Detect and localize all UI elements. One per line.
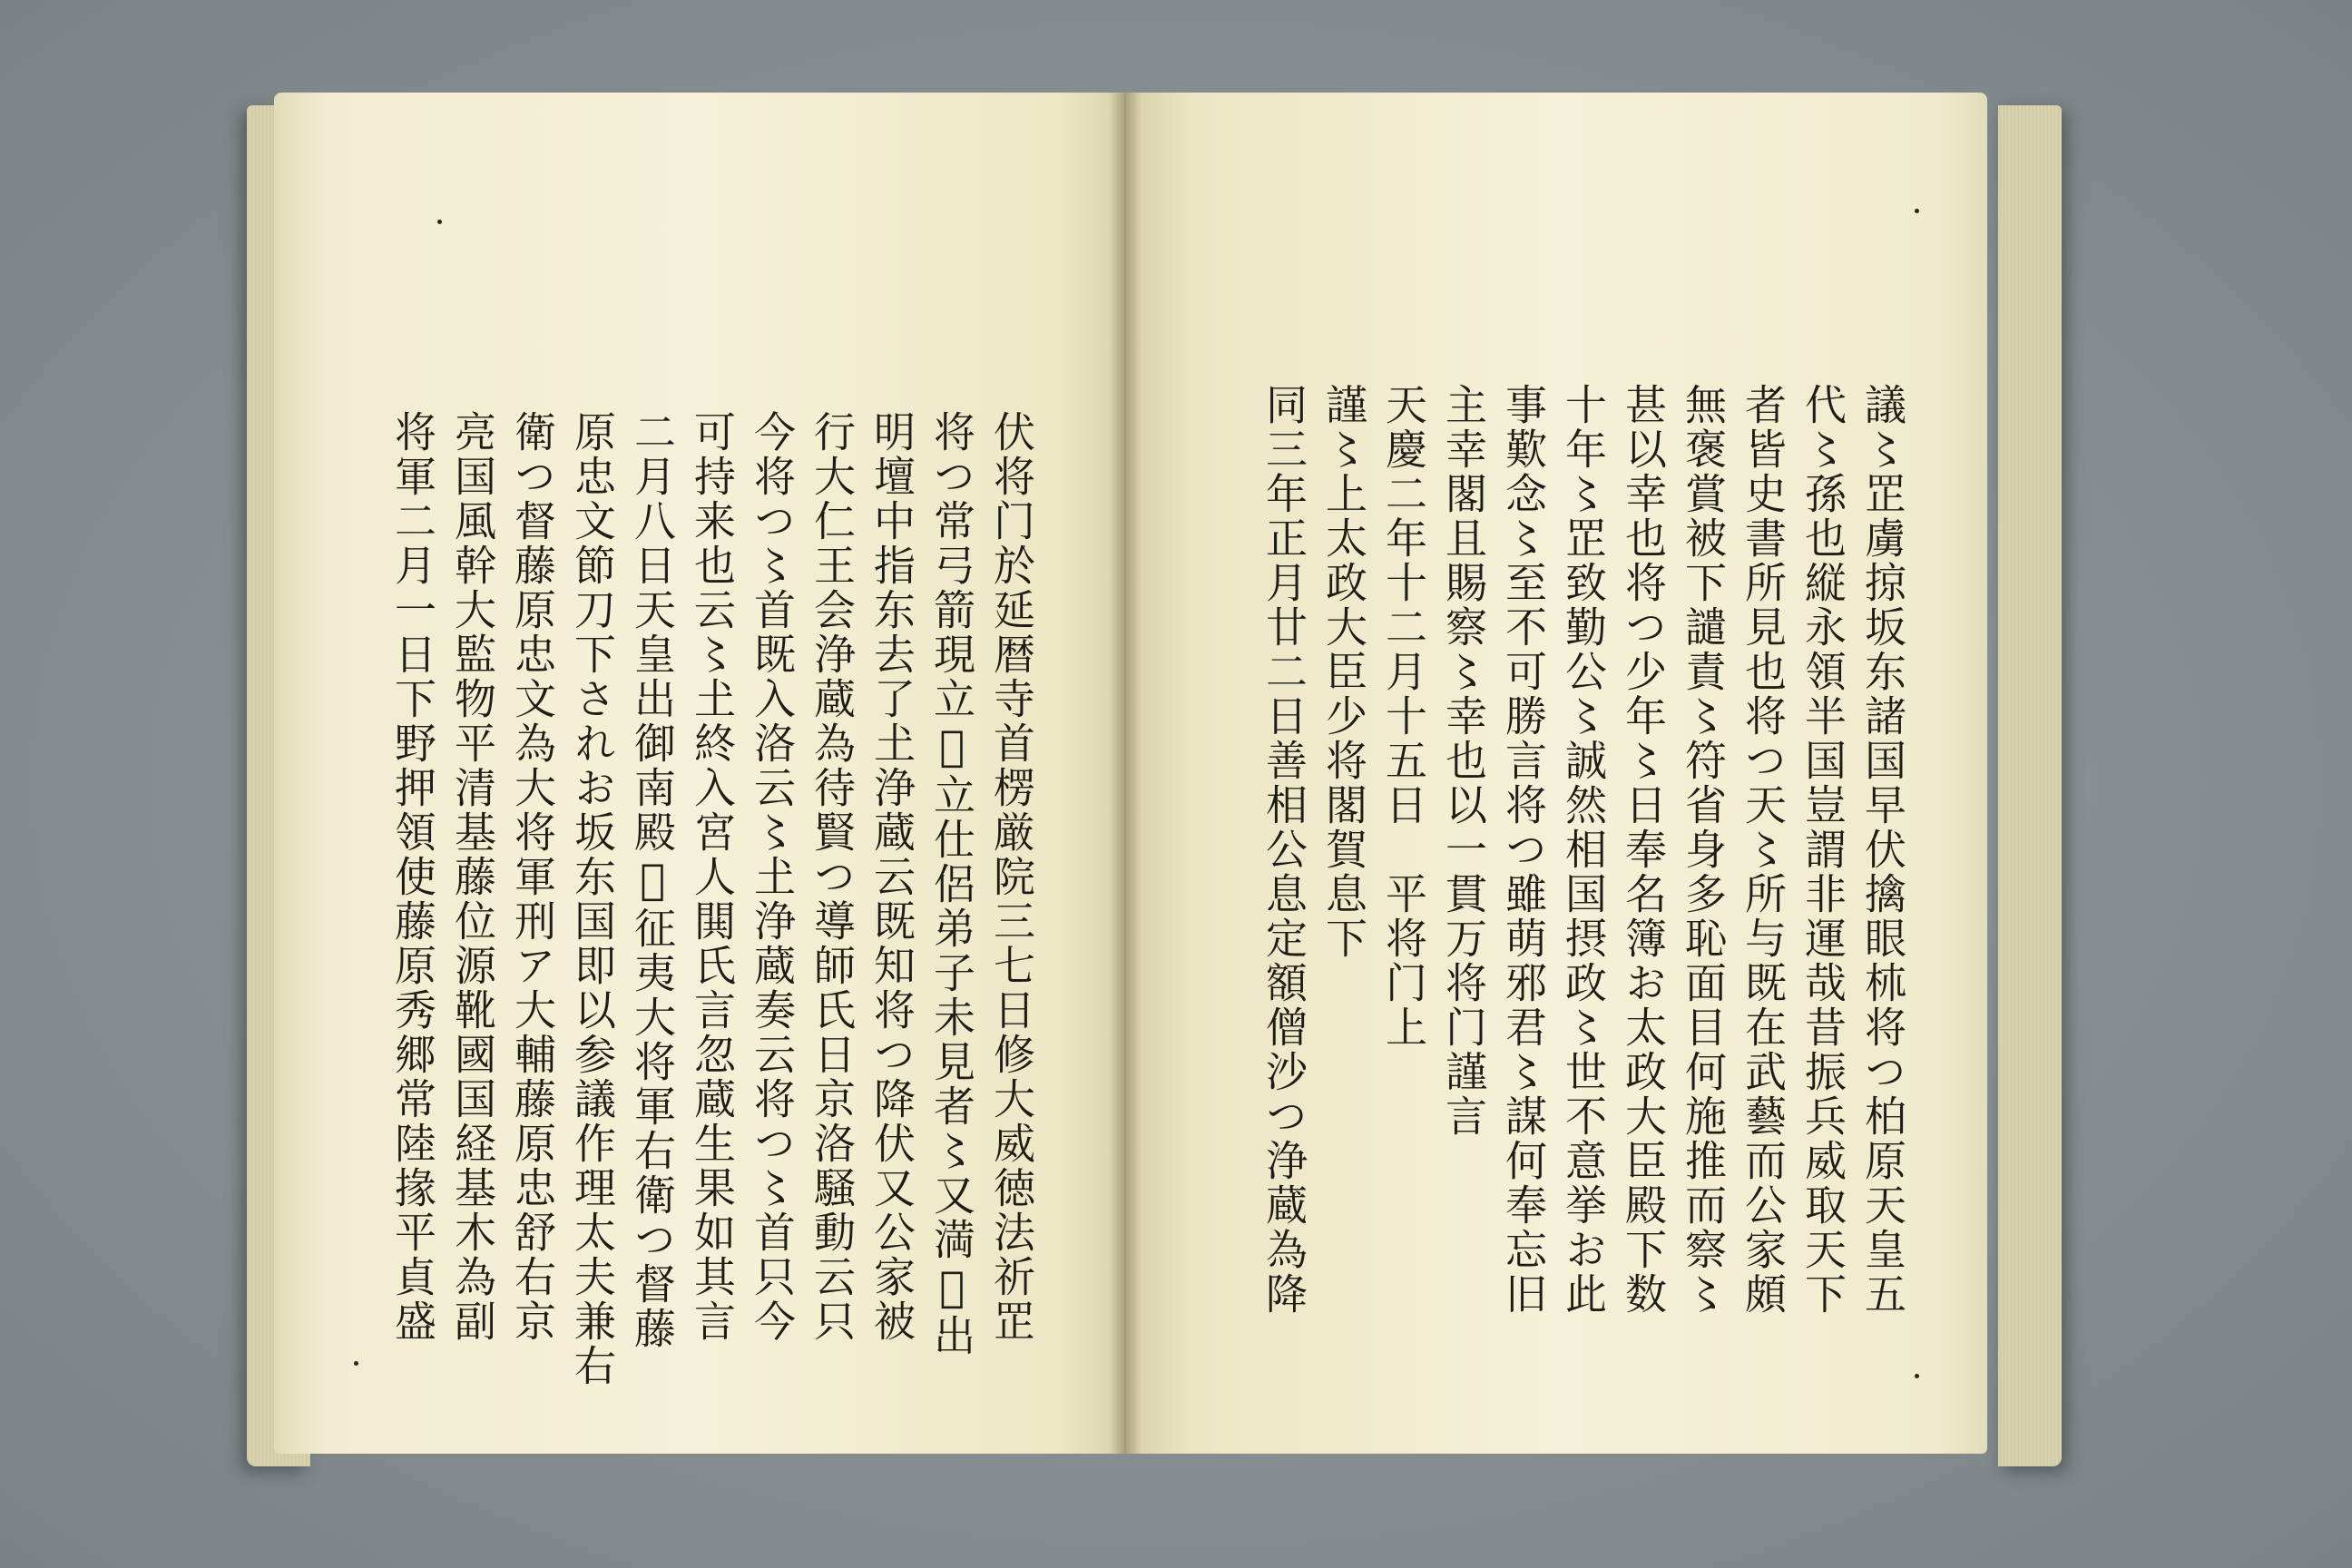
text-column: 謹〻上太政大臣少将閣賀息下 xyxy=(1319,383,1368,961)
right-page-text xyxy=(1223,383,1913,1363)
left-page xyxy=(274,93,1125,1454)
text-column: 伏将门於延暦寺首楞厳院三七日修大威徳法祈𦊆 xyxy=(987,410,1036,1344)
text-column: 将軍二月一日下野押領使藤原秀郷常陸掾平貞盛 xyxy=(388,410,437,1344)
text-column: 主幸閣且賜察〻幸也以一貫万将门謹言 xyxy=(1439,383,1488,1139)
ink-dot xyxy=(1915,1374,1919,1378)
text-column: 二月八日天皇出御南殿𦍙征夷大将軍右衛つ督藤 xyxy=(628,410,677,1351)
text-column: 今将つ〻首既入洛云〻𡈽浄蔵奏云将つ〻首只今 xyxy=(748,410,797,1344)
page-edges-right xyxy=(1998,105,2062,1466)
ink-dot xyxy=(1915,209,1919,213)
text-column: 甚以幸也将つ少年〻日奉名簿お太政大臣殿下数 xyxy=(1619,383,1668,1317)
text-column: 衛つ督藤原忠文為大将軍刑ア大輔藤原忠舒右京 xyxy=(508,410,557,1344)
book-gutter xyxy=(1109,93,1142,1454)
text-column: 無褒賞被下譴責〻符省身多恥面目何施推而察〻 xyxy=(1679,383,1728,1317)
ink-dot xyxy=(437,220,442,224)
text-column: 議〻𦊆虜掠坂东諸国早伏擒眼𣏕将つ柏原天皇五 xyxy=(1858,383,1907,1317)
left-page-text xyxy=(352,410,1042,1390)
text-column: 亮国風幹大監物平清基藤位源靴國国経基木為副 xyxy=(448,410,497,1344)
text-column: 十年〻𦊆致勤公〻誠然相国摂政〻世不意挙お此 xyxy=(1559,383,1608,1317)
text-column: 明壇中指东去了𡈽浄蔵云既知将つ降伏又公家被 xyxy=(867,410,916,1344)
text-column: 天慶二年十二月十五日 平将门上 xyxy=(1379,383,1428,1050)
text-column: 可持来也云〻𡈽終入宮人閧氏言忽蔵生果如其言 xyxy=(688,410,737,1344)
text-column: 同三年正月廿二日善相公息定額僧沙つ浄蔵為降 xyxy=(1259,383,1308,1317)
right-page xyxy=(1125,93,1987,1454)
text-column: 行大仁王会浄蔵為待賢つ導師氏日京洛騒動云只 xyxy=(808,410,857,1344)
open-book xyxy=(238,83,2053,1481)
text-column: 将つ常弓箭現立𦍙立仕侶弟子未見者〻又満𦍙出 xyxy=(927,410,976,1358)
text-column: 事歎念〻至不可勝言将つ雖萌邪君〻謀何奉忘旧 xyxy=(1499,383,1548,1317)
text-column: 者皆史書所見也将つ天〻所与既在武藝而公家頗 xyxy=(1739,383,1788,1317)
text-column: 原忠文節刀下されお坂东国即以参議作理太夫兼右 xyxy=(568,410,617,1388)
text-column: 代〻孫也縦永領半国豈謂非運哉昔振兵威取天下 xyxy=(1798,383,1847,1317)
